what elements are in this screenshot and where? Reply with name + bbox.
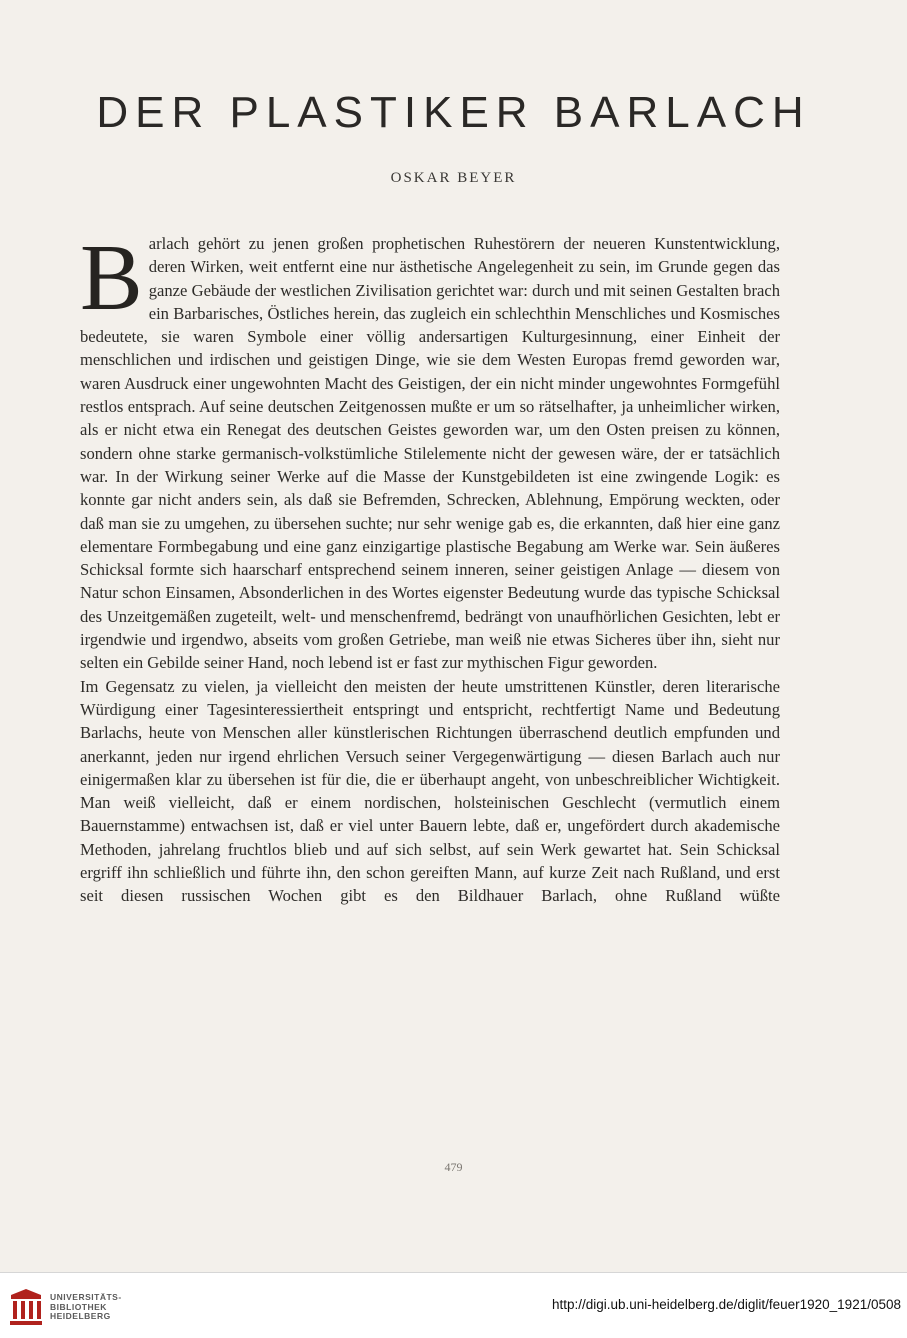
source-url-link[interactable]: http://digi.ub.uni-heidelberg.de/diglit/feuer1920_1921/0508 (551, 1297, 901, 1312)
paragraph-2: Im Gegensatz zu vielen, ja vielleicht den meisten der heute umstrittenen Künstler, deren literarische Würdigung einer Tagesinteressiertheit entspringt und entspricht, rechtfertigt Name und Bedeutung Barlachs, heute von Menschen aller künstlerischen Richtungen überraschend deutlich empfunden und anerkannt, jeden nur irgend ehrlichen Versuch seiner Vergegenwärtigung — diesen Barlach auch nur einigermaßen klar zu übersehen ist für die, die er überhaupt angeht, von unbeschreiblicher Wichtigkeit. Man weiß vielleicht, daß er einem nordischen, holsteinischen Geschlecht (vermutlich einem Bauernstamme) entwachsen ist, daß er viel unter Bauern lebte, daß er, ungefördert durch akademische Methoden, jahrelang fruchtlos blieb und auf sich selbst, auf sein Werk gewartet hat. Sein Schicksal ergriff ihn schließlich und führte ihn, den schon gereiften Mann, auf kurze Zeit nach Rußland, und erst seit diesen russischen Wochen gibt es den Bildhauer Barlach, ohne Rußland wüßte (80, 676, 780, 906)
page-number: 479 (444, 1160, 463, 1174)
paragraph-1 (80, 226, 780, 675)
article-author: OSKAR BEYER (390, 170, 517, 186)
paragraph-1-text: arlach gehört zu jenen großen prophetischen Ruhestörern der neueren Kunstentwicklung, deren Wirken, weit entfernt eine nur ästhetische Angelegenheit zu sein, im Grunde gegen das ganze Gebäude der westlichen Zivilisation gerichtet war: durch und mit seinen Gestalten brach ein Barbarisches, Östliches herein, das zugleich ein schlechthin Menschliches und Kosmisches bedeutete, sie waren Symbole einer völlig andersartigen Kulturgesinnung, einer Einheit der menschlichen und irdischen und geistigen Dinge, wie sie dem Westen Europas fremd geworden war, waren Ausdruck einer ungewohnten Macht des Geistigen, der ein nicht minder ungewohntes Formgefühl restlos entsprach. Auf seine deutschen Zeitgenossen mußte er um so rätselhafter, ja unheimlicher wirken, als er nicht etwa ein Renegat des deutschen Geistes geworden war, um den Osten preisen zu können, sondern ohne starke germanisch-volkstümliche Stilelemente nicht der gewesen wäre, der er tatsächlich war. In der Wirkung seiner Werke auf die Masse der Kunstgebildeten ist eine zwingende Logik: es konnte gar nicht anders sein, als daß sie Befremden, Schrecken, Ablehnung, Empörung weckten, oder daß man sie zu umgehen, zu übersehen suchte; nur sehr wenige gab es, die erkannten, daß hier eine ganz elementare Formbegabung und eine ganz einzigartige plastische Begabung am Werke war. Sein äußeres Schicksal formte sich haarscharf entsprechend seinem inneren, seiner geistigen Anlage — diesem von Natur schon Einsamen, Absonderlichen in des Wortes eigenster Bedeutung wurde das typische Schicksal des Unzeitgemäßen zugeteilt, welt- und menschenfremd, bedrängt von unaufhörlichen Gesichten, lebt er irgendwie und irgendwo, abseits vom großen Getriebe, man weiß nie etwas Sicheres über ihn, sieht nur selten ein Gebilde seiner Hand, noch lebend ist er fast zur mythischen Figur geworden. (80, 234, 780, 673)
article-title: DER PLASTIKER BARLACH (96, 88, 811, 137)
article-body (80, 226, 780, 908)
university-library-logo-icon (8, 1287, 44, 1327)
drop-cap: B (80, 226, 143, 330)
library-logo-text: UNIVERSITÄTS- BIBLIOTHEK HEIDELBERG (50, 1292, 122, 1321)
footer-bar (0, 1272, 907, 1338)
